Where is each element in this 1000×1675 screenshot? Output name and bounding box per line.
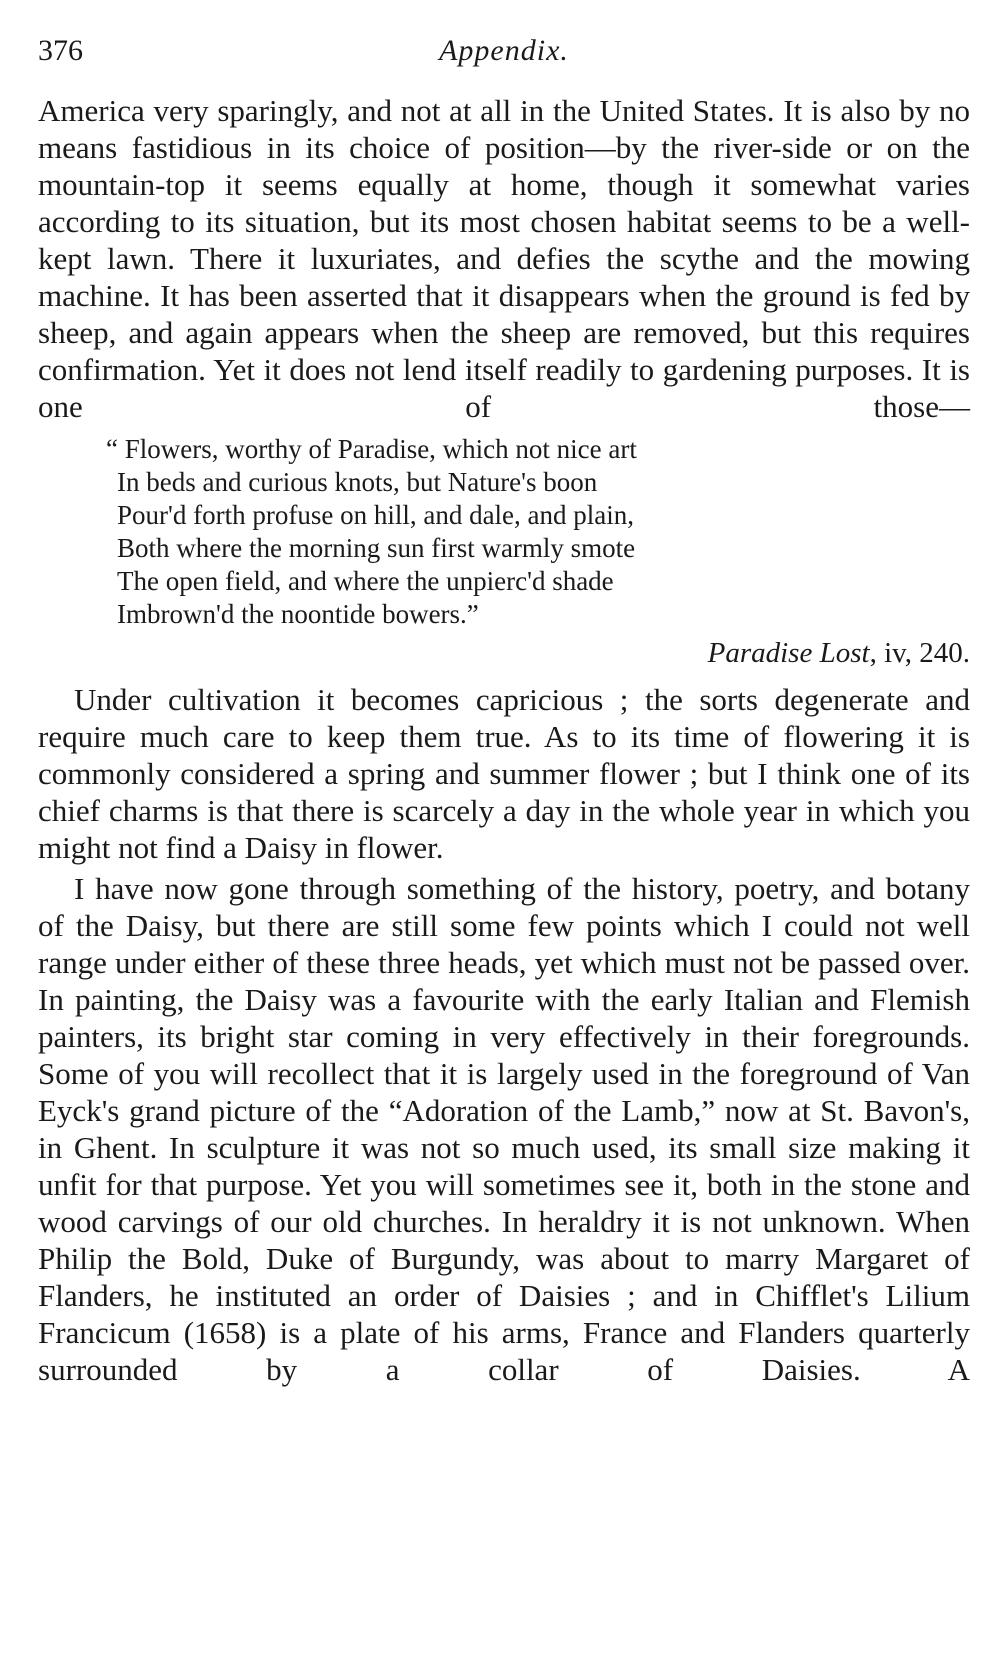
verse-line: In beds and curious knots, but Nature's boon	[117, 467, 598, 497]
book-page	[38, 30, 970, 1388]
quotation-citation	[38, 635, 970, 671]
body-text	[38, 92, 970, 1388]
page-number: 376	[38, 34, 83, 67]
verse-line: Both where the morning sun first warmly smote	[117, 533, 636, 563]
verse-line: Pour'd forth profuse on hill, and dale, and plain,	[117, 500, 635, 530]
paragraph-art-heraldry: I have now gone through something of the history, poetry, and botany of the Daisy, but there are still some few points which I could not well range under either of these three heads, yet which must not be passed over. In painting, the Daisy was a favourite with the early Italian and Flemish painters, its bright star coming in very effectively in their foregrounds. Some of you will recollect that it is largely used in the foreground of Van Eyck's grand picture of the “Adoration of the Lamb,” now at St. Bavon's, in Ghent. In sculpture it was not so much used, its small size making it unfit for that purpose. Yet you will sometimes see it, both in the stone and wood carvings of our old churches. In heraldry it is not unknown. When Philip the Bold, Duke of Burgundy, was about to marry Margaret of Flanders, he instituted an order of Daisies ; and in Chifflet's Lilium Francicum (1658) is a plate of his arms, France and Flanders quarterly surrounded by a collar of Daisies. A	[38, 871, 970, 1387]
paragraph-cultivation: Under cultivation it becomes capricious ; the sorts degenerate and require much care to keep them true. As to its time of flowering it is commonly considered a spring and summer flower ; but I think one of its chief charms is that there is scarcely a day in the whole year in which you might not find a Daisy in flower.	[38, 682, 970, 865]
verse-line: Imbrown'd the noontide bowers.”	[117, 599, 479, 629]
page-header	[38, 30, 970, 72]
verse-line: “ Flowers, worthy of Paradise, which not nice art	[106, 434, 637, 464]
citation-work-title: Paradise Lost	[707, 637, 870, 669]
verse-line: The open field, and where the unpierc'd shade	[117, 566, 614, 596]
verse-quotation	[38, 433, 970, 631]
running-title: Appendix.	[439, 34, 569, 67]
citation-reference: , iv, 240.	[869, 637, 970, 669]
paragraph-continued: America very sparingly, and not at all in the United States. It is also by no means fastidious in its choice of position—by the river-side or on the mountain-top it seems equally at home, though it somewhat varies according to its situation, but its most chosen habitat seems to be a well-kept lawn. There it luxuriates, and defies the scythe and the mowing machine. It has been asserted that it disappears when the ground is fed by sheep, and again appears when the sheep are removed, but this requires confirmation. Yet it does not lend itself readily to gardening purposes. It is one of those—	[38, 93, 970, 424]
